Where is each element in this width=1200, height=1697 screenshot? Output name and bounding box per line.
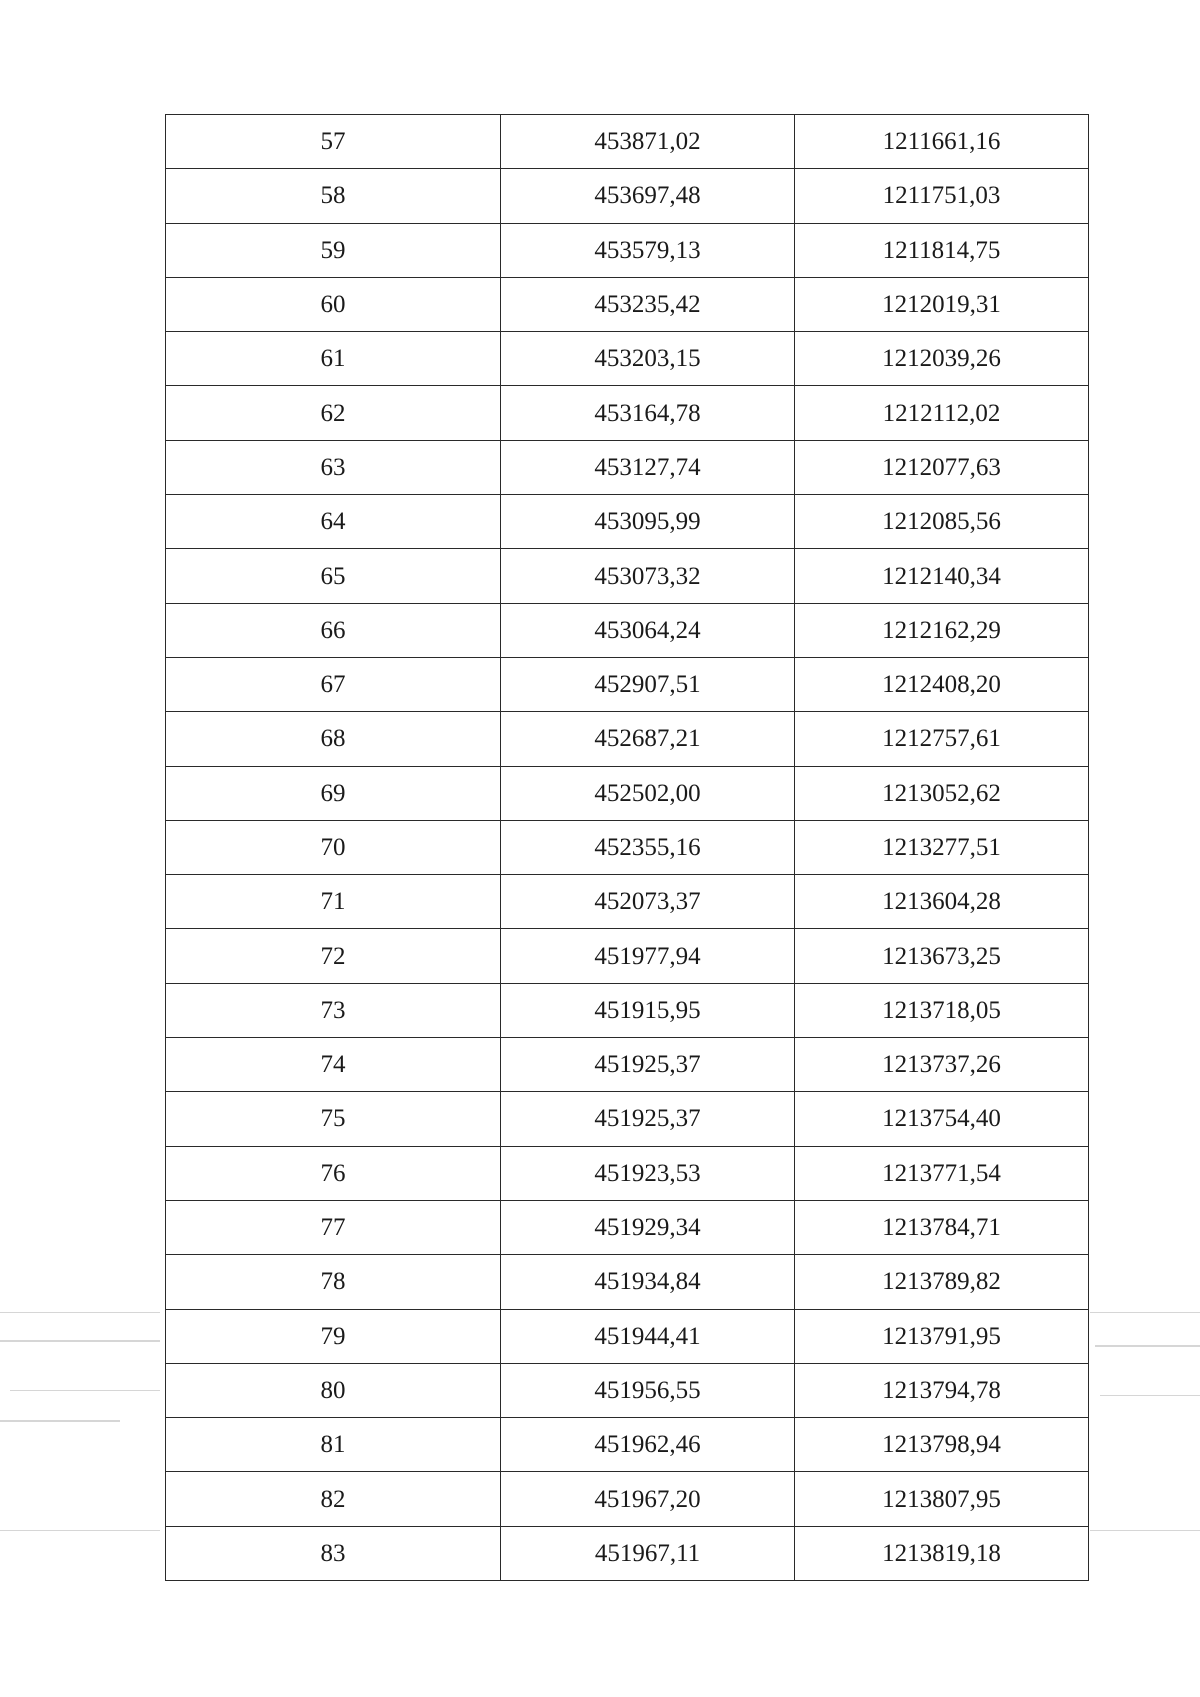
point-number-cell: 69	[166, 766, 501, 820]
table-row	[166, 766, 1089, 820]
x-coordinate-cell: 452687,21	[501, 712, 795, 766]
x-coordinate-cell: 453871,02	[501, 115, 795, 169]
point-number-cell: 62	[166, 386, 501, 440]
y-coordinate-cell: 1212140,34	[795, 549, 1089, 603]
scan-artifact	[0, 1312, 160, 1313]
scan-artifact	[0, 1530, 160, 1531]
y-coordinate-cell: 1213791,95	[795, 1309, 1089, 1363]
point-number-cell: 71	[166, 875, 501, 929]
y-coordinate-cell: 1212039,26	[795, 332, 1089, 386]
table-row	[166, 386, 1089, 440]
point-number-cell: 73	[166, 983, 501, 1037]
x-coordinate-cell: 453235,42	[501, 277, 795, 331]
coordinates-table-body	[166, 115, 1089, 1581]
table-row	[166, 1309, 1089, 1363]
y-coordinate-cell: 1212077,63	[795, 440, 1089, 494]
y-coordinate-cell: 1212019,31	[795, 277, 1089, 331]
x-coordinate-cell: 452907,51	[501, 657, 795, 711]
table-row	[166, 495, 1089, 549]
point-number-cell: 81	[166, 1418, 501, 1472]
point-number-cell: 67	[166, 657, 501, 711]
y-coordinate-cell: 1211814,75	[795, 223, 1089, 277]
table-row	[166, 657, 1089, 711]
point-number-cell: 72	[166, 929, 501, 983]
x-coordinate-cell: 453697,48	[501, 169, 795, 223]
y-coordinate-cell: 1213771,54	[795, 1146, 1089, 1200]
scan-artifact	[1090, 1312, 1200, 1313]
table-row	[166, 1472, 1089, 1526]
scan-artifact	[1090, 1530, 1200, 1531]
coordinates-table	[165, 114, 1089, 1581]
point-number-cell: 82	[166, 1472, 501, 1526]
table-row	[166, 1363, 1089, 1417]
point-number-cell: 83	[166, 1526, 501, 1580]
x-coordinate-cell: 451934,84	[501, 1255, 795, 1309]
x-coordinate-cell: 453064,24	[501, 603, 795, 657]
y-coordinate-cell: 1213754,40	[795, 1092, 1089, 1146]
x-coordinate-cell: 451925,37	[501, 1038, 795, 1092]
x-coordinate-cell: 451925,37	[501, 1092, 795, 1146]
y-coordinate-cell: 1213807,95	[795, 1472, 1089, 1526]
table-row	[166, 1038, 1089, 1092]
point-number-cell: 75	[166, 1092, 501, 1146]
point-number-cell: 66	[166, 603, 501, 657]
x-coordinate-cell: 453127,74	[501, 440, 795, 494]
y-coordinate-cell: 1212757,61	[795, 712, 1089, 766]
point-number-cell: 63	[166, 440, 501, 494]
y-coordinate-cell: 1213784,71	[795, 1200, 1089, 1254]
table-row	[166, 1200, 1089, 1254]
point-number-cell: 65	[166, 549, 501, 603]
table-row	[166, 1255, 1089, 1309]
table-row	[166, 1418, 1089, 1472]
x-coordinate-cell: 451929,34	[501, 1200, 795, 1254]
point-number-cell: 80	[166, 1363, 501, 1417]
point-number-cell: 78	[166, 1255, 501, 1309]
table-row	[166, 820, 1089, 874]
point-number-cell: 77	[166, 1200, 501, 1254]
x-coordinate-cell: 452355,16	[501, 820, 795, 874]
table-row	[166, 1092, 1089, 1146]
x-coordinate-cell: 453203,15	[501, 332, 795, 386]
x-coordinate-cell: 453164,78	[501, 386, 795, 440]
table-row	[166, 875, 1089, 929]
point-number-cell: 70	[166, 820, 501, 874]
point-number-cell: 61	[166, 332, 501, 386]
y-coordinate-cell: 1213604,28	[795, 875, 1089, 929]
x-coordinate-cell: 451923,53	[501, 1146, 795, 1200]
y-coordinate-cell: 1213794,78	[795, 1363, 1089, 1417]
x-coordinate-cell: 453579,13	[501, 223, 795, 277]
y-coordinate-cell: 1213277,51	[795, 820, 1089, 874]
scan-artifact	[1100, 1395, 1200, 1396]
y-coordinate-cell: 1213052,62	[795, 766, 1089, 820]
y-coordinate-cell: 1211661,16	[795, 115, 1089, 169]
x-coordinate-cell: 451977,94	[501, 929, 795, 983]
x-coordinate-cell: 451962,46	[501, 1418, 795, 1472]
scan-artifact	[1095, 1345, 1200, 1347]
x-coordinate-cell: 451956,55	[501, 1363, 795, 1417]
table-row	[166, 440, 1089, 494]
x-coordinate-cell: 451944,41	[501, 1309, 795, 1363]
x-coordinate-cell: 452502,00	[501, 766, 795, 820]
point-number-cell: 76	[166, 1146, 501, 1200]
point-number-cell: 74	[166, 1038, 501, 1092]
table-row	[166, 223, 1089, 277]
point-number-cell: 59	[166, 223, 501, 277]
y-coordinate-cell: 1213737,26	[795, 1038, 1089, 1092]
x-coordinate-cell: 451967,11	[501, 1526, 795, 1580]
table-row	[166, 277, 1089, 331]
y-coordinate-cell: 1213819,18	[795, 1526, 1089, 1580]
point-number-cell: 60	[166, 277, 501, 331]
table-row	[166, 115, 1089, 169]
table-row	[166, 1146, 1089, 1200]
x-coordinate-cell: 451967,20	[501, 1472, 795, 1526]
table-row	[166, 983, 1089, 1037]
point-number-cell: 64	[166, 495, 501, 549]
table-row	[166, 1526, 1089, 1580]
table-row	[166, 712, 1089, 766]
table-row	[166, 549, 1089, 603]
y-coordinate-cell: 1212408,20	[795, 657, 1089, 711]
y-coordinate-cell: 1213718,05	[795, 983, 1089, 1037]
y-coordinate-cell: 1212112,02	[795, 386, 1089, 440]
point-number-cell: 68	[166, 712, 501, 766]
y-coordinate-cell: 1213798,94	[795, 1418, 1089, 1472]
y-coordinate-cell: 1212085,56	[795, 495, 1089, 549]
point-number-cell: 57	[166, 115, 501, 169]
scan-artifact	[10, 1390, 160, 1391]
scan-artifact	[0, 1420, 120, 1422]
y-coordinate-cell: 1213789,82	[795, 1255, 1089, 1309]
scan-artifact	[0, 1340, 160, 1342]
x-coordinate-cell: 451915,95	[501, 983, 795, 1037]
point-number-cell: 79	[166, 1309, 501, 1363]
table-row	[166, 603, 1089, 657]
table-row	[166, 929, 1089, 983]
y-coordinate-cell: 1212162,29	[795, 603, 1089, 657]
point-number-cell: 58	[166, 169, 501, 223]
x-coordinate-cell: 452073,37	[501, 875, 795, 929]
x-coordinate-cell: 453095,99	[501, 495, 795, 549]
table-row	[166, 332, 1089, 386]
y-coordinate-cell: 1211751,03	[795, 169, 1089, 223]
table-row	[166, 169, 1089, 223]
x-coordinate-cell: 453073,32	[501, 549, 795, 603]
y-coordinate-cell: 1213673,25	[795, 929, 1089, 983]
